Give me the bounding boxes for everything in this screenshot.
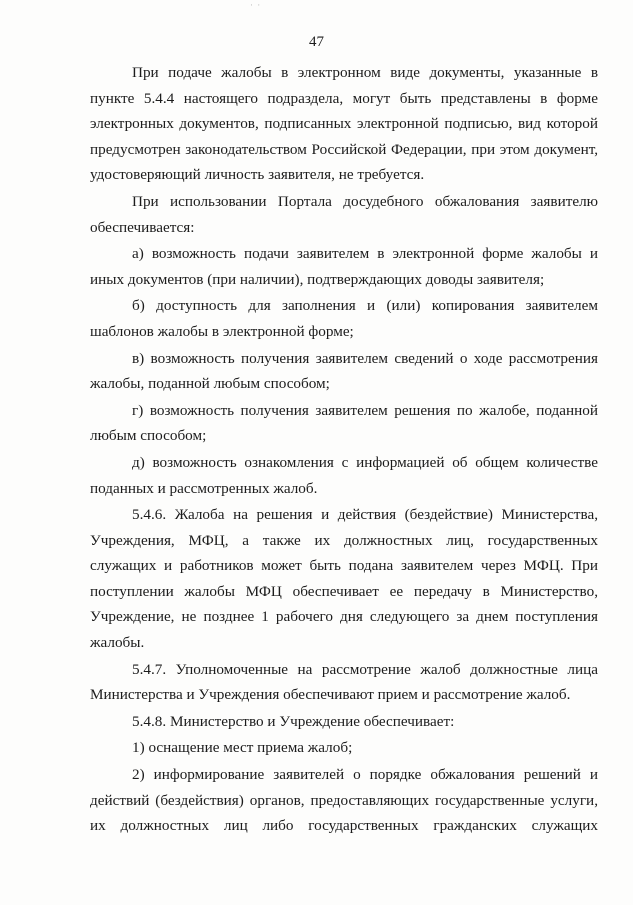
list-item-v: в) возможность получения заявителем сведений о ходе рассмотрения жалобы, поданной любым способом; [90,349,598,393]
list-item-2: 2) информирование заявителей о порядке обжалования решений и действий (бездействия) органов, предоставляющих государственные услуги, их должностных лиц либо государственных гражданских служащих [90,766,598,835]
list-item-1: 1) оснащение мест приема жалоб; [132,739,353,757]
page-number: 47 [309,34,324,50]
list-item-b: б) доступность для заполнения и (или) копирования заявителем шаблонов жалобы в электронной форме; [90,297,598,340]
section-5-4-7: 5.4.7. Уполномоченные на рассмотрение жалоб должностные лица Министерства и Учреждения обеспечивают прием и рассмотрение жалоб. [90,660,598,704]
section-5-4-6: 5.4.6. Жалоба на решения и действия (бездействие) Министерства, Учреждения, МФЦ, а также их должностных лиц, государственных служащих и работников может быть подана заявителем через МФЦ. При поступлении жалобы МФЦ обеспечивает ее передачу в Министерство, Учреждение, не позднее 1 рабочего дня следующего за днем поступления жалобы. [90,506,598,652]
list-item-d: д) возможность ознакомления с информацией об общем количестве поданных и рассмотренных жалоб. [90,453,598,497]
paragraph-electronic-submission: При подаче жалобы в электронном виде документы, указанные в пункте 5.4.4 настоящего подраздела, могут быть представлены в форме электронных документов, подписанных электронной подписью, вид которой предусмотрен законодательством Российской Федерации, при этом документ, удостоверяющий личность заявителя, не требуется. [90,64,598,184]
paragraph-portal-usage: При использовании Портала досудебного обжалования заявителю обеспечивается: [90,192,598,236]
section-5-4-8: 5.4.8. Министерство и Учреждение обеспечивает: [132,712,455,730]
list-item-g: г) возможность получения заявителем решения по жалобе, поданной любым способом; [90,401,598,445]
scan-artifact: · · [250,0,262,10]
document-body [90,60,598,840]
list-item-a: а) возможность подачи заявителем в электронной форме жалобы и иных документов (при наличии), подтверждающих доводы заявителя; [90,245,598,288]
